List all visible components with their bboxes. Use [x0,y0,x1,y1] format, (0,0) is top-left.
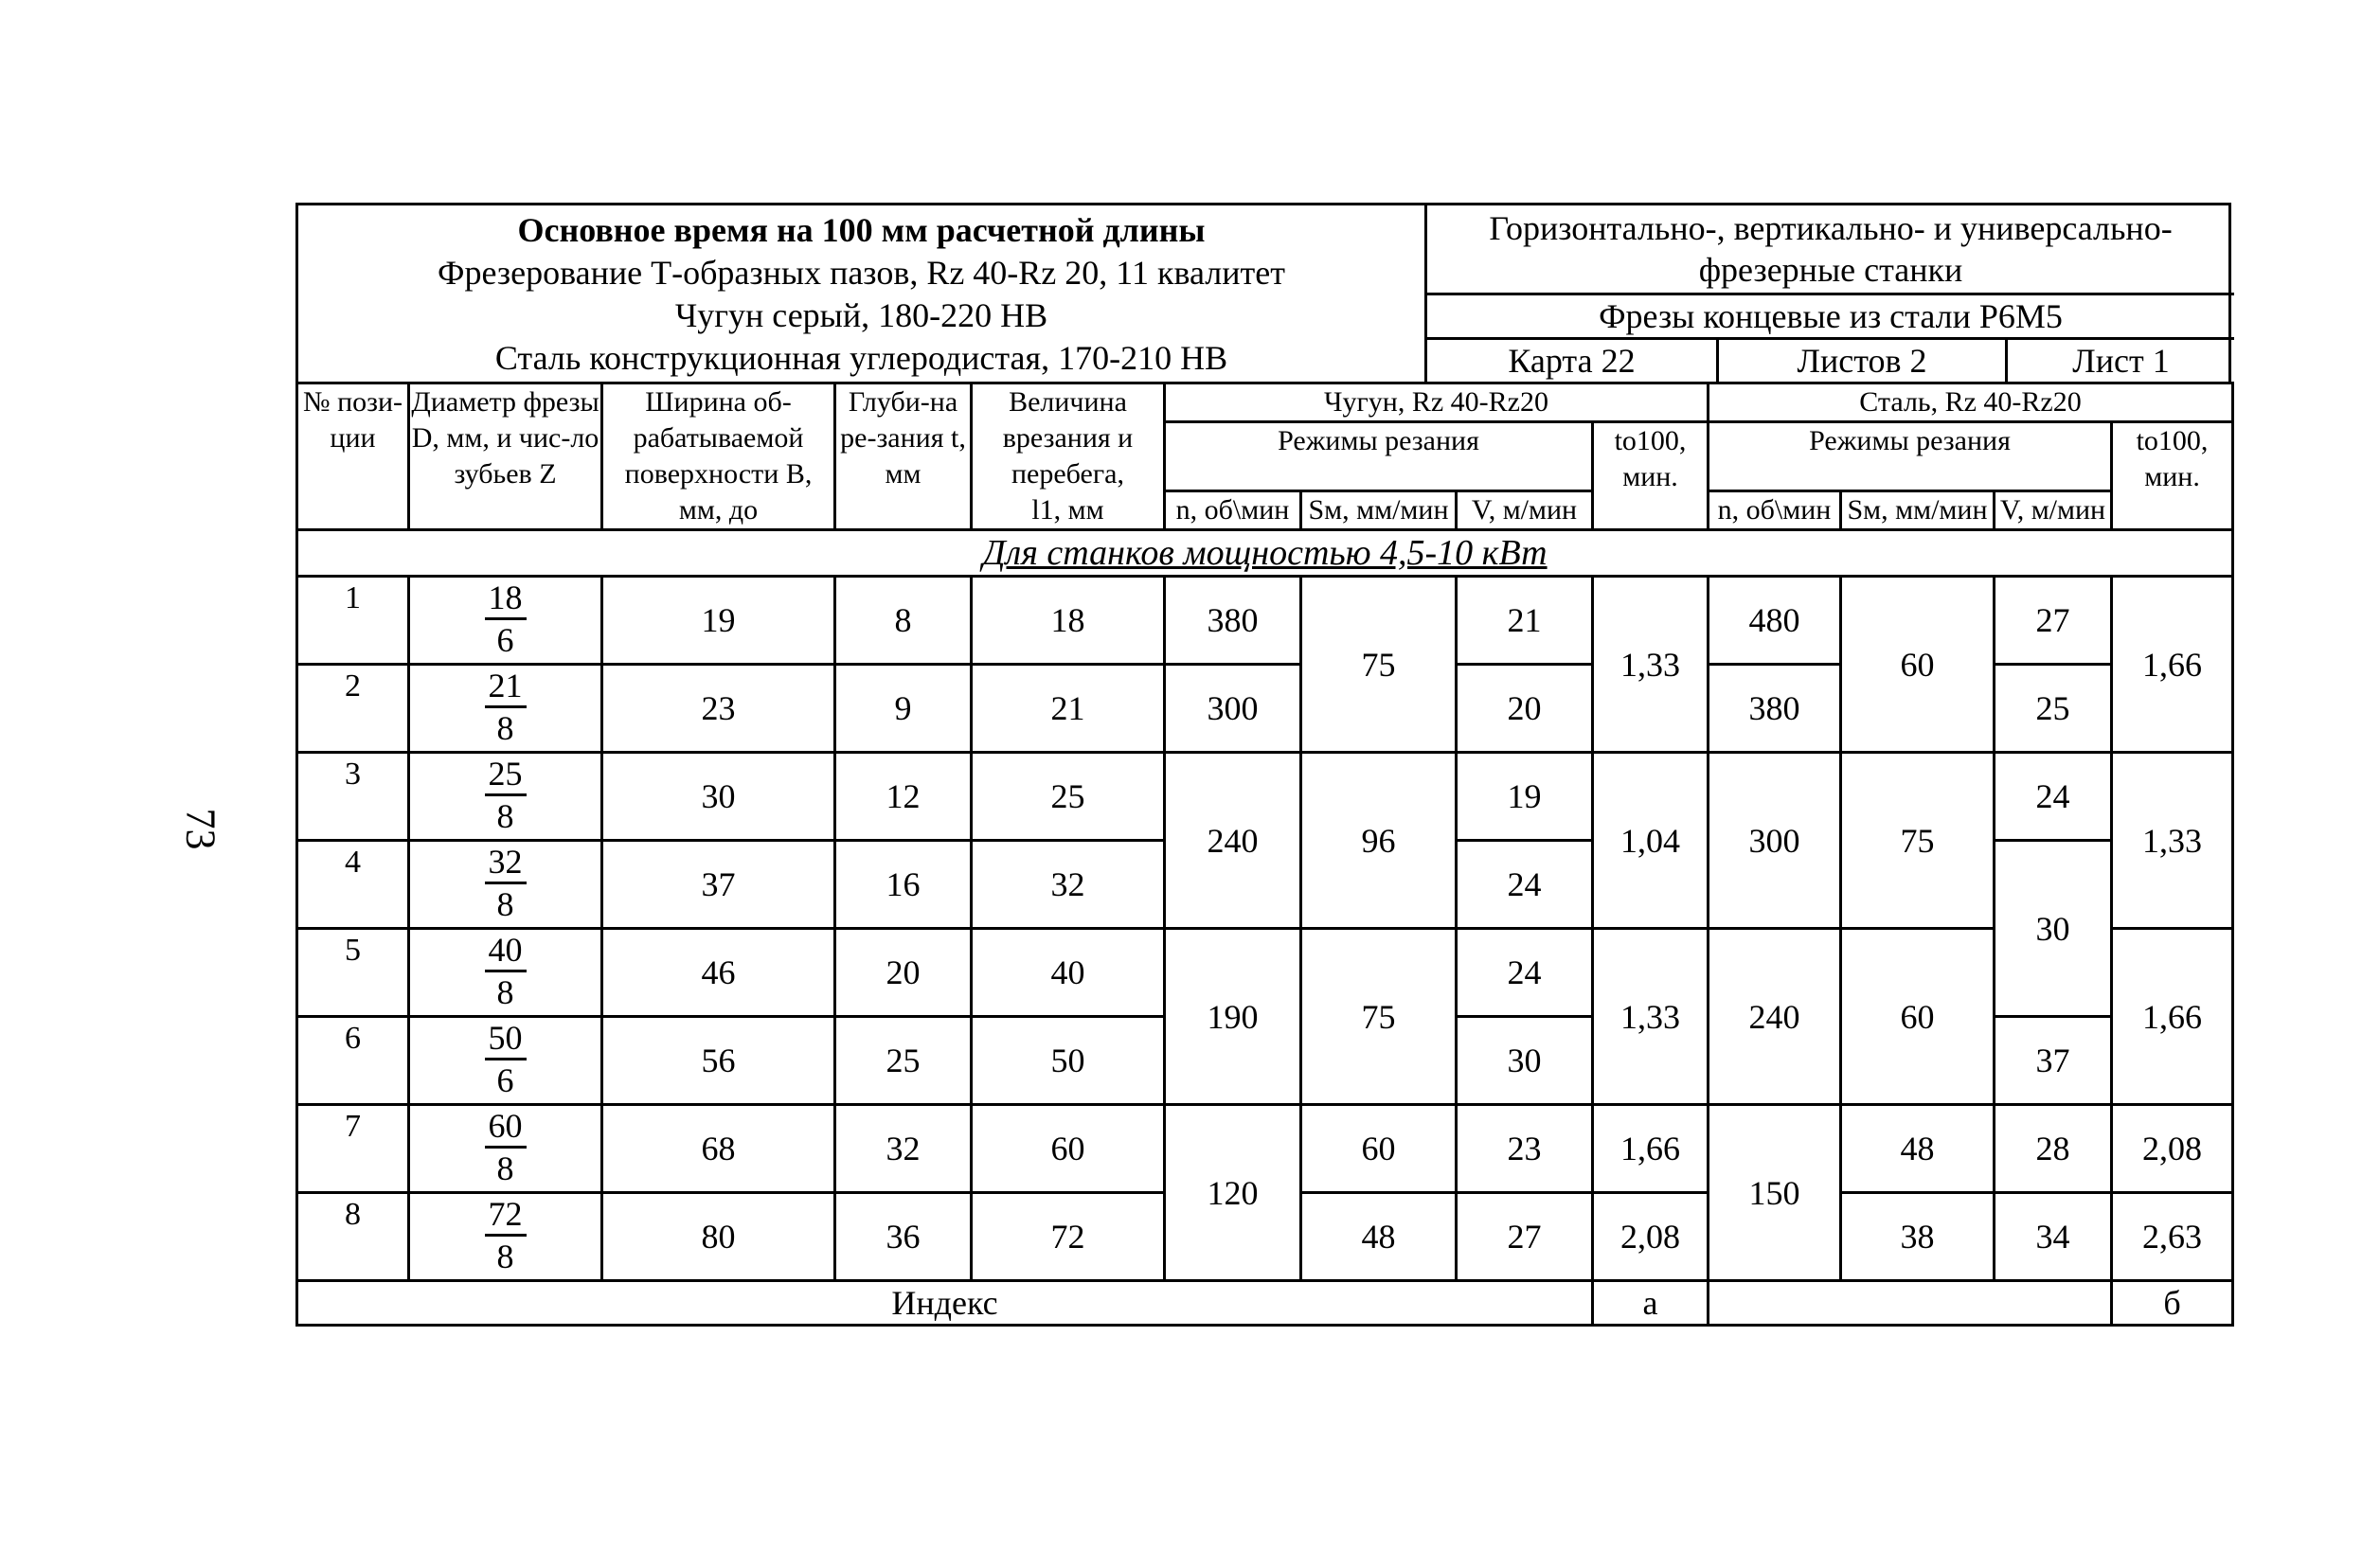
ci-to-cell: 1,33 [1593,929,1709,1105]
sheets-count: Листов 2 [1716,340,2005,382]
st-n-cell: 480 [1709,577,1841,665]
overrun-unit: l1, мм [1031,494,1104,526]
width-cell: 80 [602,1193,835,1281]
card-number: Карта 22 [1508,342,1636,380]
diameter-value: 25 [485,754,527,796]
ci-sm-cell: 48 [1301,1193,1457,1281]
material-cast-iron: Чугун серый, 180-220 НВ [674,296,1048,334]
pos-cell: 8 [297,1193,409,1281]
depth-cell: 36 [835,1193,972,1281]
diameter-cell [409,753,602,841]
page-number: 73 [177,808,224,850]
st-v-cell: 37 [1995,1017,2112,1105]
overrun-cell: 18 [972,577,1165,665]
ci-sm-cell: 75 [1301,577,1457,753]
teeth-value: 8 [496,885,514,923]
teeth-value: 6 [496,621,514,659]
st-to-cell: 2,08 [2112,1105,2233,1193]
teeth-value: 8 [496,1238,514,1275]
steel-n-header: n, об\мин [1709,491,1841,530]
card-info [1427,340,2234,382]
document-subtitle: Фрезерование Т-образных пазов, Rz 40-Rz 20, 11 квалитет [438,254,1285,292]
depth-cell: 12 [835,753,972,841]
diameter-value: 32 [485,842,527,884]
diameter-cell [409,577,602,665]
ci-v-cell: 23 [1457,1105,1593,1193]
index-row [297,1281,2233,1326]
cast-iron-modes-header: Режимы резания [1165,422,1593,491]
cast-iron-sm-header: Sм, мм/мин [1301,491,1457,530]
ci-v-cell: 21 [1457,577,1593,665]
section-label: Для станков мощностью 4,5-10 кВт [297,530,2233,577]
index-empty [1709,1281,2112,1326]
steel-modes-header: Режимы резания [1709,422,2112,491]
st-v-cell: 30 [1995,841,2112,1017]
width-cell: 37 [602,841,835,929]
st-v-cell: 28 [1995,1105,2112,1193]
st-n-cell: 150 [1709,1105,1841,1281]
pos-cell: 7 [297,1105,409,1193]
ci-to-cell: 1,04 [1593,753,1709,929]
material-steel: Сталь конструкционная углеродистая, 170-210 НВ [494,339,1228,377]
section-row [297,530,2233,577]
depth-cell: 8 [835,577,972,665]
steel-header: Сталь, Rz 40-Rz20 [1709,383,2233,422]
pos-cell: 3 [297,753,409,841]
machining-time-table [295,382,2234,1327]
diameter-cell [409,1017,602,1105]
st-n-cell: 240 [1709,929,1841,1105]
ci-sm-cell: 96 [1301,753,1457,929]
table-row [297,1105,2233,1193]
header-block [295,203,2231,382]
pos-cell: 6 [297,1017,409,1105]
width-cell: 30 [602,753,835,841]
overrun-cell: 32 [972,841,1165,929]
teeth-value: 6 [496,1061,514,1099]
pos-cell: 1 [297,577,409,665]
diameter-cell [409,929,602,1017]
ci-v-cell: 20 [1457,665,1593,753]
st-v-cell: 25 [1995,665,2112,753]
st-v-cell: 34 [1995,1193,2112,1281]
cast-iron-n-header: n, об\мин [1165,491,1301,530]
st-sm-cell: 75 [1841,753,1995,929]
diameter-value: 72 [485,1194,527,1237]
diameter-value: 40 [485,930,527,972]
col-pos-header: № пози-ции [297,383,409,530]
cast-iron-header: Чугун, Rz 40-Rz20 [1165,383,1709,422]
st-to-cell: 2,63 [2112,1193,2233,1281]
st-to-cell: 1,66 [2112,577,2233,753]
width-cell: 68 [602,1105,835,1193]
overrun-cell: 50 [972,1017,1165,1105]
table-row [297,929,2233,1017]
col-overrun-header [972,383,1165,530]
overrun-cell: 21 [972,665,1165,753]
diameter-value: 50 [485,1018,527,1060]
col-diameter-header: Диаметр фрезы D, мм, и чис-ло зубьев Z [409,383,602,530]
st-to-cell: 1,66 [2112,929,2233,1105]
steel-v-header: V, м/мин [1995,491,2112,530]
st-sm-cell: 48 [1841,1105,1995,1193]
overrun-cell: 25 [972,753,1165,841]
depth-cell: 9 [835,665,972,753]
cast-iron-v-header: V, м/мин [1457,491,1593,530]
ci-v-cell: 24 [1457,841,1593,929]
diameter-value: 21 [485,666,527,708]
width-cell: 46 [602,929,835,1017]
pos-cell: 4 [297,841,409,929]
index-b: б [2112,1281,2233,1326]
table-row [297,577,2233,665]
depth-cell: 16 [835,841,972,929]
depth-cell: 25 [835,1017,972,1105]
index-a: а [1593,1281,1709,1326]
diameter-cell [409,1105,602,1193]
width-cell: 23 [602,665,835,753]
overrun-cell: 40 [972,929,1165,1017]
diameter-value: 60 [485,1106,527,1149]
ci-n-cell: 300 [1165,665,1301,753]
ci-n-cell: 380 [1165,577,1301,665]
depth-cell: 20 [835,929,972,1017]
width-cell: 19 [602,577,835,665]
width-cell: 56 [602,1017,835,1105]
pos-cell: 2 [297,665,409,753]
document-title: Основное время на 100 мм расчетной длины [517,211,1206,249]
ci-n-cell: 240 [1165,753,1301,929]
ci-v-cell: 19 [1457,753,1593,841]
header-title-block [298,205,1427,382]
ci-to-cell: 1,66 [1593,1105,1709,1193]
overrun-cell: 72 [972,1193,1165,1281]
diameter-cell [409,665,602,753]
ci-v-cell: 24 [1457,929,1593,1017]
st-v-cell: 27 [1995,577,2112,665]
col-depth-header: Глуби-на ре-зания t, мм [835,383,972,530]
diameter-value: 18 [485,578,527,620]
ci-n-cell: 120 [1165,1105,1301,1281]
cutters-label: Фрезы концевые из стали Р6М5 [1427,295,2234,340]
pos-cell: 5 [297,929,409,1017]
ci-v-cell: 27 [1457,1193,1593,1281]
st-n-cell: 380 [1709,665,1841,753]
overrun-label: Величина врезания и перебега, [1002,386,1134,490]
teeth-value: 8 [496,797,514,835]
teeth-value: 8 [496,709,514,747]
st-sm-cell: 60 [1841,577,1995,753]
st-sm-cell: 60 [1841,929,1995,1105]
ci-to-cell: 2,08 [1593,1193,1709,1281]
header-info-block [1427,205,2234,382]
diameter-cell [409,1193,602,1281]
st-n-cell: 300 [1709,753,1841,929]
table-row [297,753,2233,841]
cast-iron-to-header: to100, мин. [1593,422,1709,530]
sheet-number: Лист 1 [2005,340,2234,382]
ci-sm-cell: 75 [1301,929,1457,1105]
overrun-cell: 60 [972,1105,1165,1193]
depth-cell: 32 [835,1105,972,1193]
machines-label: Горизонтально-, вертикально- и универсально-фрезерные станки [1427,205,2234,295]
diameter-cell [409,841,602,929]
ci-n-cell: 190 [1165,929,1301,1105]
st-sm-cell: 38 [1841,1193,1995,1281]
st-v-cell: 24 [1995,753,2112,841]
index-label: Индекс [297,1281,1593,1326]
col-width-header: Ширина об-рабатываемой поверхности В, мм, до [602,383,835,530]
ci-v-cell: 30 [1457,1017,1593,1105]
st-to-cell: 1,33 [2112,753,2233,929]
ci-sm-cell: 60 [1301,1105,1457,1193]
document-sheet [295,203,2231,1327]
steel-sm-header: Sм, мм/мин [1841,491,1995,530]
steel-to-header: to100, мин. [2112,422,2233,530]
ci-to-cell: 1,33 [1593,577,1709,753]
teeth-value: 8 [496,1149,514,1187]
teeth-value: 8 [496,973,514,1011]
